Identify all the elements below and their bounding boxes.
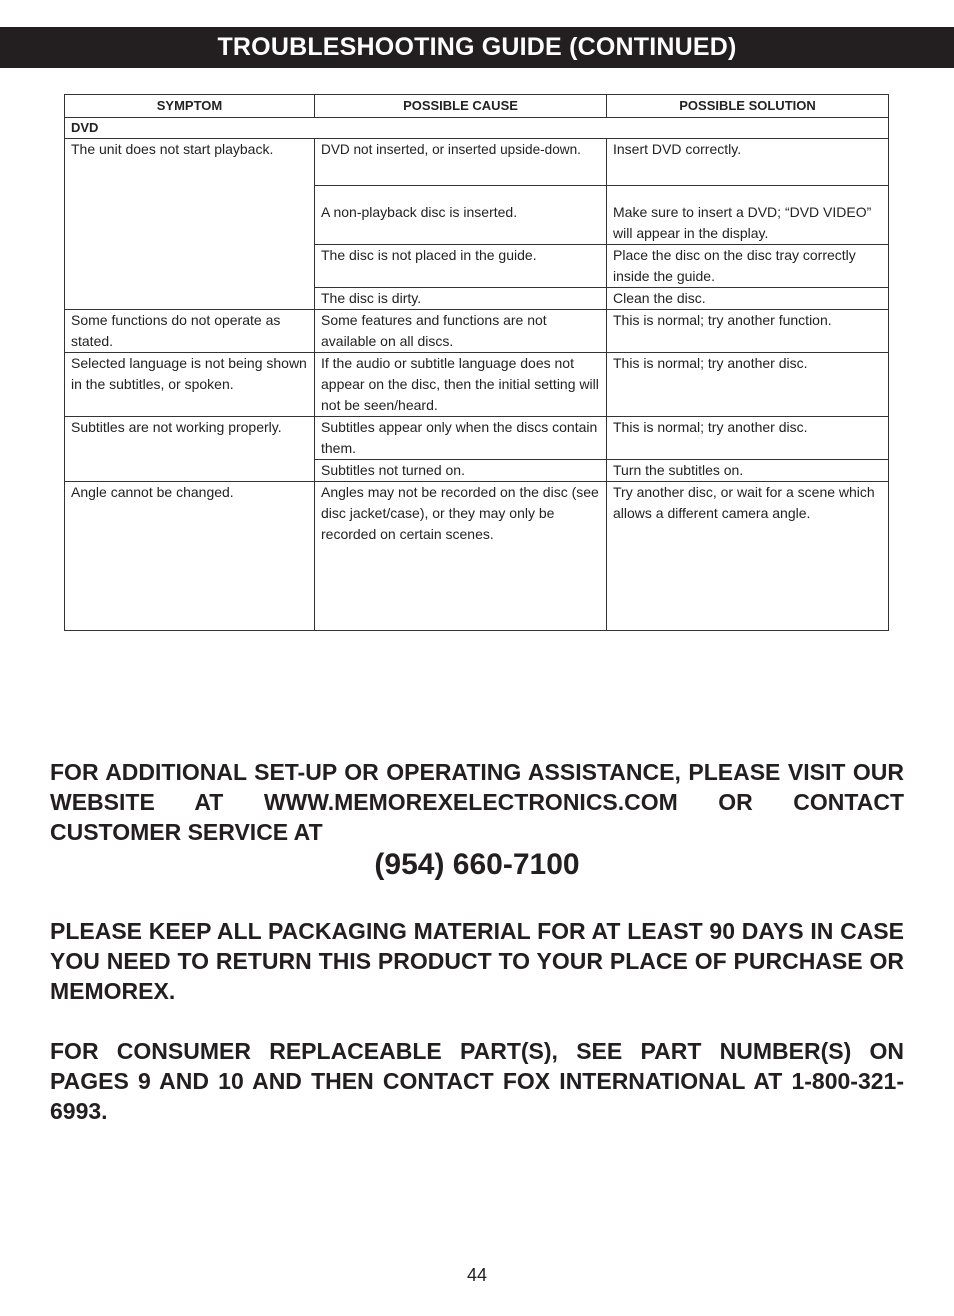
solution-cell: Try another disc, or wait for a scene which allows a different camera angle. <box>607 482 889 631</box>
cause-cell: DVD not inserted, or inserted upside-down. <box>315 139 607 186</box>
page-number: 44 <box>466 1265 488 1285</box>
section-row <box>65 118 889 139</box>
cause-cell: The disc is not placed in the guide. <box>315 245 607 288</box>
table-header-row <box>65 95 889 118</box>
customer-service-phone: (954) 660-7100 <box>374 848 580 881</box>
symptom-cell: Angle cannot be changed. <box>65 482 315 631</box>
page-title: TROUBLESHOOTING GUIDE (CONTINUED) <box>0 27 954 68</box>
cause-cell <box>315 186 607 245</box>
symptom-cell: The unit does not start playback. <box>65 139 315 310</box>
table-row <box>65 417 889 460</box>
cause-cell: Subtitles not turned on. <box>315 460 607 482</box>
solution-cell: This is normal; try another disc. <box>607 417 889 460</box>
symptom-cell: Subtitles are not working properly. <box>65 417 315 482</box>
solution-cell: Insert DVD correctly. <box>607 139 889 186</box>
cause-cell: Subtitles appear only when the discs contain them. <box>315 417 607 460</box>
solution-cell: Place the disc on the disc tray correctly inside the guide. <box>607 245 889 288</box>
solution-cell: This is normal; try another disc. <box>607 353 889 417</box>
section-label: DVD <box>65 118 889 139</box>
table-row <box>65 310 889 353</box>
troubleshooting-table <box>64 94 889 631</box>
table-row <box>65 353 889 417</box>
solution-cell <box>607 186 889 245</box>
cause-cell: If the audio or subtitle language does not appear on the disc, then the initial setting will not be seen/heard. <box>315 353 607 417</box>
symptom-cell: Some functions do not operate as stated. <box>65 310 315 353</box>
header-cause: POSSIBLE CAUSE <box>315 95 607 118</box>
solution-cell: This is normal; try another function. <box>607 310 889 353</box>
solution-cell: Turn the subtitles on. <box>607 460 889 482</box>
cause-cell: Angles may not be recorded on the disc (see disc jacket/case), or they may only be recorded on certain scenes. <box>315 482 607 631</box>
header-symptom: SYMPTOM <box>65 95 315 118</box>
solution-cell: Clean the disc. <box>607 288 889 310</box>
table-row <box>65 139 889 186</box>
table-row <box>65 482 889 631</box>
parts-note: FOR CONSUMER REPLACEABLE PART(S), SEE PART NUMBER(S) ON PAGES 9 AND 10 AND THEN CONTACT FOX INTERNATIONAL AT 1-800-321-6993. <box>50 1038 904 1124</box>
solution-text: Make sure to insert a DVD; “DVD VIDEO” will appear in the display. <box>613 204 872 241</box>
assistance-text: FOR ADDITIONAL SET-UP OR OPERATING ASSISTANCE, PLEASE VISIT OUR WEBSITE AT WWW.MEMOREXELECTRONICS.COM OR CONTACT CUSTOMER SERVICE AT <box>50 759 904 845</box>
packaging-note: PLEASE KEEP ALL PACKAGING MATERIAL FOR AT LEAST 90 DAYS IN CASE YOU NEED TO RETURN THIS PRODUCT TO YOUR PLACE OF PURCHASE OR MEMOREX. <box>50 918 904 1004</box>
cause-cell: Some features and functions are not available on all discs. <box>315 310 607 353</box>
symptom-cell: Selected language is not being shown in the subtitles, or spoken. <box>65 353 315 417</box>
cause-cell: The disc is dirty. <box>315 288 607 310</box>
cause-text: A non-playback disc is inserted. <box>321 204 518 220</box>
header-solution: POSSIBLE SOLUTION <box>607 95 889 118</box>
